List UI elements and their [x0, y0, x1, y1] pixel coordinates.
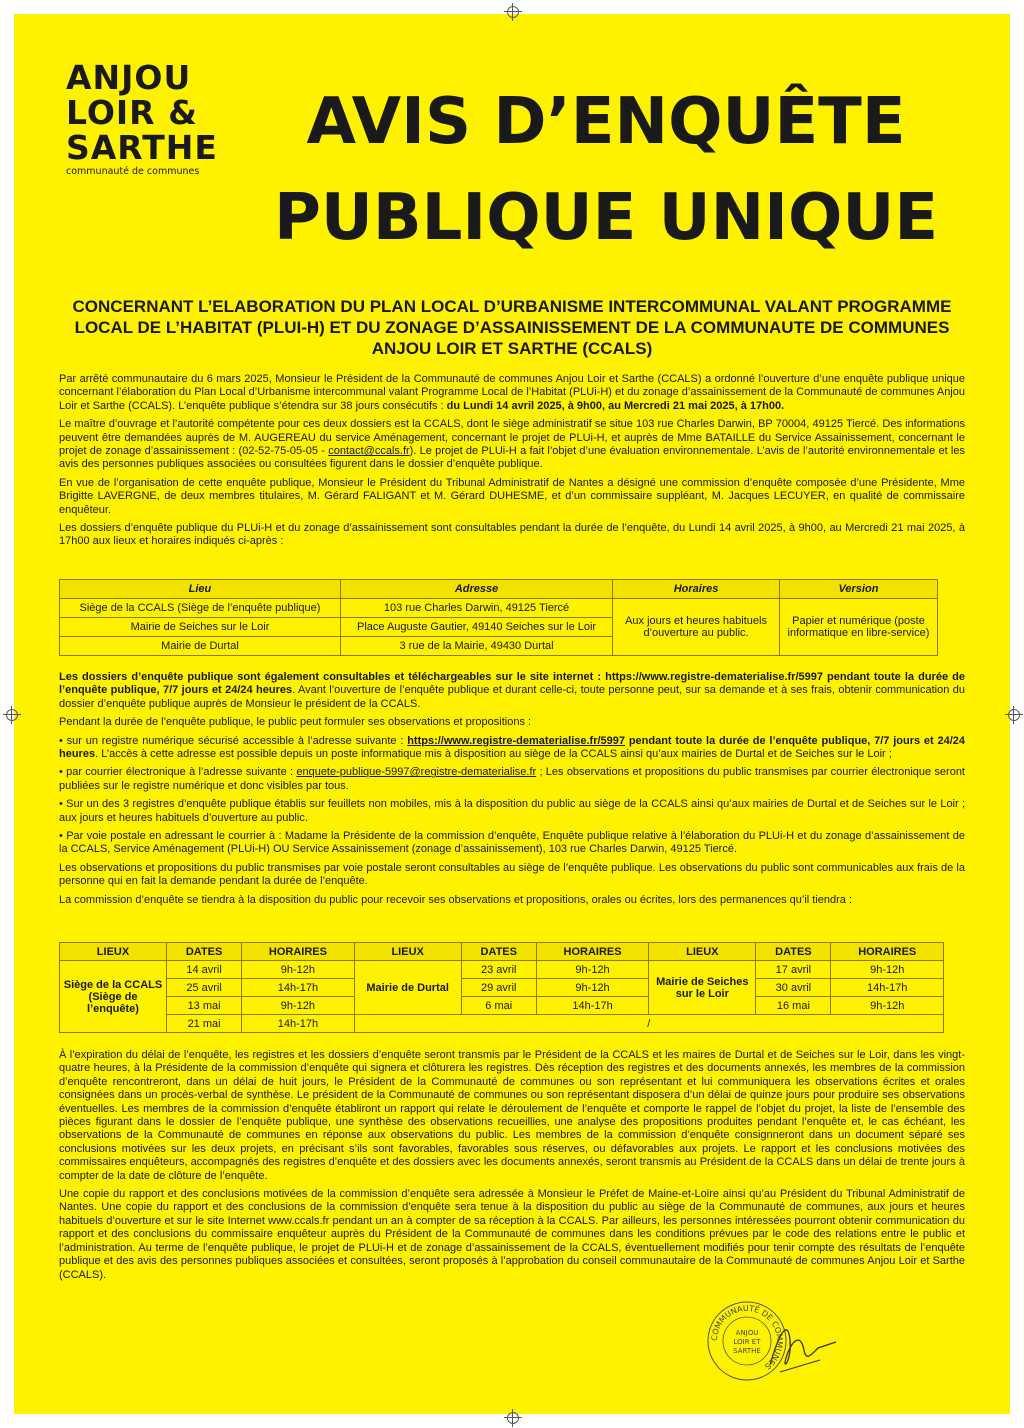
empty-cell: / — [354, 1015, 943, 1033]
logo-subtitle: communauté de communes — [66, 166, 200, 177]
logo-line-1: ANJOU — [66, 58, 192, 97]
table-row: Mairie de Durtal 3 rue de la Mairie, 49430 Durtal — [60, 637, 938, 656]
table-header-row: LIEUX DATES HORAIRES LIEUX DATES HORAIRES LIEUX DATES HORAIRES — [60, 943, 944, 961]
paragraph-observations: Pendant la durée de l’enquête publique, le public peut formuler ses observations et propositions : — [59, 716, 532, 729]
stamp-center-1: ANJOU — [735, 1329, 759, 1337]
registre-link[interactable]: https://www.registre-dematerialise.fr/5997 — [407, 734, 626, 747]
lieu-durtal: Mairie de Durtal — [354, 961, 461, 1015]
paragraph-copie-rapport: Une copie du rapport et des conclusions motivées de la commission d’enquête sera adressée à Monsieur le Préfet de Maine-et-Loire ainsi qu’au Président du Tribunal Administratif de Nantes. Une copie du rapport et des conclusions de la commission d’enquête sera tenue à la disposition du public au siège de la Communauté de communes, aux jours et heures habituels d’ouverture et sur le site Internet www.ccals.fr pendant un an à compter de sa réception à la CCALS. Par ailleurs, les personnes intéressées pourront obtenir communication du rapport et des conclusions du commissaire enquêteur auprès du Président de la Communauté de communes dans les conditions prévues par le code des relations entre le public et l’administration. Au terme de l’enquête publique, le projet de PLUi-H et de zonage d’assainissement de la CCALS, éventuellement modifiés pour tenir compte des résultats de l’enquête publique et des avis des personnes publiques associées et consultées, seront proposés à l’approbation du conseil communautaire de la Communauté de communes Anjou Loir et Sarthe (CCALS). — [59, 1188, 965, 1281]
paragraph-postal: Les observations et propositions du public transmises par voie postale seront consultables au siège de l’enquête publique. Les observations du public sont communicables aux frais de la personne qui en fait la demande pendant la durée de l’enquête. — [59, 861, 965, 888]
subtitle: CONCERNANT L’ELABORATION DU PLAN LOCAL D’URBANISME INTERCOMMUNAL VALANT PROGRAMME LOCAL DE L’HABITAT (PLUI-H) ET DU ZONAGE D’ASSAINISSEMENT DE LA COMMUNAUTE DE COMMUNES ANJOU LOIR ET SARTHE (CCALS) — [72, 297, 952, 358]
enquete-email-link[interactable]: enquete-publique-5997@registre-dematerialise.fr — [296, 766, 537, 779]
table-row: 25 avril 14h-17h 29 avril 9h-12h 30 avril 14h-17h — [60, 979, 944, 997]
table-row: Mairie de Seiches sur le Loir Place Auguste Gautier, 49140 Seiches sur le Loir — [60, 618, 938, 637]
intro-paragraph-4: Les dossiers d’enquête publique du PLUi-H et du zonage d’assainissement sont consultables pendant la durée de l’enquête, du Lundi 14 avril 2025, à 9h00, au Mercredi 21 mai 2025, à 17h00 aux lieux et horaires indiqués ci-après : — [59, 522, 965, 548]
bullet-registres-papier: • Sur un des 3 registres d’enquête publique établis sur feuillets non mobiles, mis à la disposition du public au siège de la CCALS ainsi qu’aux mairies de Durtal et de Seiches sur le Loir ; aux jours et heures habituels d’ouverture au public. — [59, 798, 965, 824]
table-header-row — [60, 580, 938, 599]
horaires-cell: Aux jours et heures habituels d’ouverture au public. — [613, 599, 780, 656]
consultation-table — [59, 579, 938, 656]
header-lieu: Lieu — [60, 580, 341, 599]
ccals-logo — [66, 60, 226, 178]
table-row: Siège de la CCALS (Siège de l’enquête publique) 103 rue Charles Darwin, 49125 Tiercé Aux jours et heures habituels d’ouverture au public. Papier et numérique (poste informatique en libre-service) — [60, 599, 938, 618]
intro-paragraph-2: Le maître d’ouvrage et l’autorité compétente pour ces deux dossiers est la CCALS, dont le siège administratif se situe 103 rue Charles Darwin, BP 70004, 49125 Tiercé. Des informations peuvent être demandées auprès de M. AUGEREAU du service Aménagement, concernant le projet de PLUi-H, et auprès de Mme BATAILLE du Service Assainissement, concernant le projet de zonage d’assainissement : (02-52-75-05-05 - contact@ccals.fr). Le projet de PLUi-H a fait l’objet d’une évaluation environnementale. L’avis de l’autorité environnementale et les avis des personnes publiques associées ou consultées figurent dans le dossier d’enquête publique. — [59, 418, 965, 471]
intro-section — [59, 373, 965, 554]
registration-mark-top — [507, 6, 519, 18]
table-row: Siège de la CCALS (Siège de l’enquête) 14 avril 9h-12h Mairie de Durtal 23 avril 9h-12h Mairie de Seiches sur le Loir 17 avril 9h-12h — [60, 961, 944, 979]
registration-mark-right — [1008, 709, 1020, 721]
table-row: 21 mai 14h-17h / — [60, 1015, 944, 1033]
header-horaires: Horaires — [613, 580, 780, 599]
closing-section — [59, 1049, 965, 1287]
bullet-courrier-electronique: • par courrier électronique à l’adresse suivante : enquete-publique-5997@registre-dematerialise.fr ; Les observations et propositions du public transmises par courrier électronique seront publiées sur le registre numérique et donc visibles par tous. — [59, 766, 965, 792]
registration-mark-left — [6, 709, 18, 721]
header-version: Version — [779, 580, 937, 599]
stamp-center-2: LOIR ET — [733, 1338, 761, 1346]
paragraph-online: Les dossiers d’enquête publique sont également consultables et téléchargeables sur le site internet : https://www.registre-dematerialise.fr/5997 pendant toute la durée de l’enquête publique, 7/7 jours et 24/24 heures. Avant l’ouverture de l’enquête publique et durant celle-ci, toute personne peut, sur sa demande et à ses frais, obtenir communication du dossier d’enquête publique auprès de Monsieur le président de la CCALS. — [59, 671, 965, 710]
title-line-1: AVIS D’ENQUÊTE — [306, 85, 906, 159]
bullet-voie-postale: • Par voie postale en adressant le courrier à : Madame la Présidente de la commission d’enquête, Enquête publique relative à l’élaboration du PLUi-H et du zonage d’assainissement de la CCALS, Service Aménagement (PLUi-H) OU Service Assainissement (zonage d’assainissement), 103 rue Charles Darwin, 49125 Tiercé. — [59, 830, 965, 856]
signature — [760, 1310, 840, 1380]
registration-mark-bottom — [507, 1412, 519, 1424]
logo-line-2: LOIR & — [66, 93, 198, 132]
lieu-seiches: Mairie de Seiches sur le Loir — [649, 961, 756, 1015]
version-cell: Papier et numérique (poste informatique en libre-service) — [779, 599, 937, 656]
contact-email-link[interactable]: contact@ccals.fr — [328, 445, 410, 458]
intro-paragraph-1: Par arrêté communautaire du 6 mars 2025, Monsieur le Président de la Communauté de communes Anjou Loir et Sarthe (CCALS) a ordonné l’ouverture d’une enquête publique unique concernant l’élaboration du Plan Local d’Urbanisme intercommunal valant Programme Local de l’Habitat (PLUi-H) et du zonage d’assainissement de la Communauté de communes Anjou Loir et Sarthe (CCALS). L’enquête publique s’étendra sur 38 jours consécutifs : du Lundi 14 avril 2025, à 9h00, au Mercredi 21 mai 2025, à 17h00. — [59, 373, 965, 412]
stamp-center-3: SARTHE — [733, 1347, 761, 1355]
paragraph-permanences: La commission d’enquête se tiendra à la disposition du public pour recevoir ses observations et propositions, orales ou écrites, lors des permanences qu’il tiendra : — [59, 893, 853, 906]
lieu-ccals: Siège de la CCALS (Siège de l’enquête) — [60, 961, 167, 1033]
bullet-registre-numerique: • sur un registre numérique sécurisé accessible à l’adresse suivante : https://www.registre-dematerialise.fr/5997 pendant toute la durée de l’enquête publique, 7/7 jours et 24/24 heures. L’accès à cette adresse est possible depuis un poste informatique mis à disposition au siège de la CCALS ainsi qu’aux mairies de Durtal et de Seiches sur le Loir ; — [59, 734, 965, 761]
header-adresse: Adresse — [340, 580, 612, 599]
page-title — [236, 74, 976, 266]
table-row: 13 mai 9h-12h 6 mai 14h-17h 16 mai 9h-12h — [60, 997, 944, 1015]
paragraph-expiration: À l’expiration du délai de l’enquête, les registres et les dossiers d’enquête seront transmis par le Président de la CCALS et les maires de Durtal et de Seiches sur le Loir, dans les vingt-quatre heures, à la Présidente de la commission d’enquête qui signera et clôturera les registres. Dès réception des registres et des documents annexés, les membres de la commission d’enquête rencontreront, dans un délai de huit jours, le Président de la Communauté de communes ou son représentant et lui communiquera les observations écrites et orales consignées dans un procès-verbal de synthèse. Le président de la Communauté de communes ou son représentant disposera d’un délai de quinze jours pour produire ses observations éventuelles. Les membres de la commission d’enquête établiront un rapport qui relate le déroulement de l’enquête et comporte le rappel de l’objet du projet, la liste de l’ensemble des pièces figurant dans le dossier de l’enquête publique, une synthèse des observations recueillies, une analyse des propositions produites pendant l’enquête et, le cas échéant, les observations de la Communauté de communes en réponse aux observations du public. Les membres de la commission d’enquête consignneront dans un document séparé ses conclusions motivées sur les deux projets, en précisant s’ils sont favorables, favorables sous réserves, ou défavorables aux projets. Le rapport et les conclusions motivées des commissaires enquêteurs, accompagnés des registres d’enquête et des dossiers avec les documents annexés, seront transmis au Président de la CCALS dans un délai de trente jours à compter de la date de clôture de l’enquête. — [59, 1049, 965, 1182]
permanences-table — [59, 942, 944, 1033]
logo-line-3: SARTHE — [66, 128, 218, 167]
title-line-2: PUBLIQUE UNIQUE — [273, 181, 939, 255]
intro-paragraph-3: En vue de l’organisation de cette enquête publique, Monsieur le Président du Tribunal Administratif de Nantes a désigné une commission d’enquête composée d’une Présidente, Mme Brigitte LAVERGNE, de deux membres titulaires, M. Gérard FALIGANT et M. Gérard DUHESME, et d’un commissaire suppléant, M. Jacques LECUYER, en qualité de commissaire enquêteur. — [59, 476, 965, 516]
stamp-ring-text: COMMUNAUTÉ DE COMMUNES — [709, 1303, 785, 1372]
middle-section — [59, 671, 965, 912]
